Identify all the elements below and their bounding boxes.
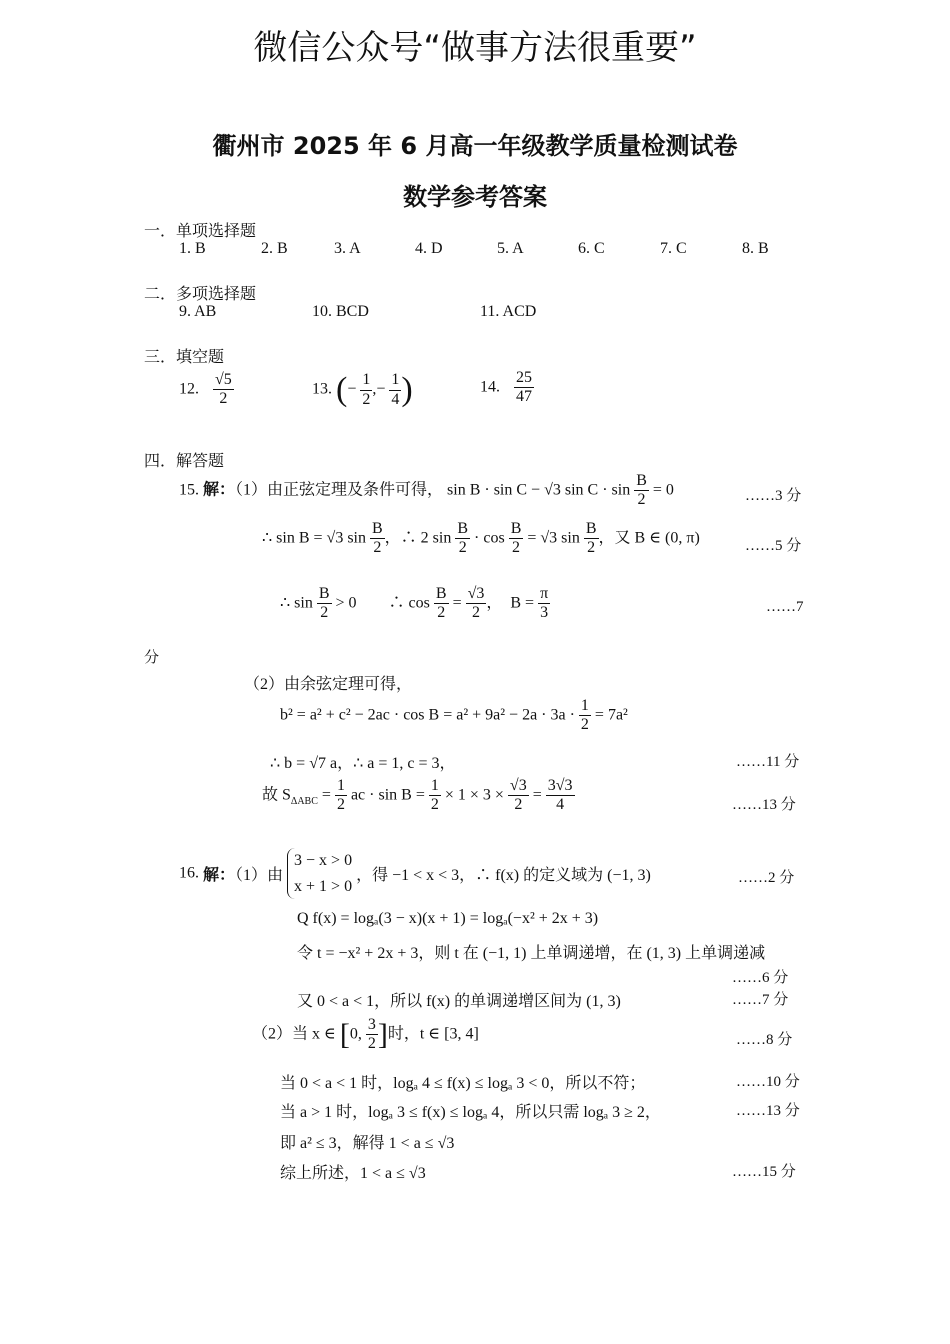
q15-line-5: ∴ b = √7 a，∴ a = 1, c = 3， xyxy=(270,755,456,772)
fill-answer-13 xyxy=(312,371,413,409)
fraction xyxy=(584,520,599,558)
fraction xyxy=(335,777,347,815)
fill-answer-12 xyxy=(179,371,234,409)
fraction-denominator: 2 xyxy=(458,539,467,557)
fraction-numerator: 25 xyxy=(514,369,534,388)
equation: = 7a² xyxy=(594,706,628,724)
paren-open: ( xyxy=(336,371,348,408)
fraction-denominator: 4 xyxy=(391,390,400,408)
q16-line-2: Q f(x) = logₐ(3 − x)(x + 1) = logₐ(−x² + 2x + 3) xyxy=(297,910,599,927)
solution-text: （1）由 xyxy=(235,867,284,885)
equation: b² = a² + c² − 2ac · cos B = a² + 9a² − 2a · 3a · xyxy=(280,706,575,724)
solution-text: 时，t ∈ [3, 4] xyxy=(387,1025,479,1043)
fraction xyxy=(466,585,487,623)
fraction-numerator: B xyxy=(509,520,524,539)
q15-line-4 xyxy=(280,697,628,735)
bracket-close: ] xyxy=(377,1017,388,1051)
separator: ,− xyxy=(372,380,386,398)
q16-line-7: 当 a > 1 时，logₐ 3 ≤ f(x) ≤ logₐ 4，所以只需 logₐ 3 ≥ 2， xyxy=(280,1104,661,1121)
section-heading-multi-choice: 二．多项选择题 xyxy=(144,284,257,303)
answer-item: 6. C xyxy=(578,240,605,257)
fraction-denominator: 2 xyxy=(320,604,329,622)
fraction-denominator: 2 xyxy=(430,796,439,814)
q15-line-3 xyxy=(280,585,550,623)
answer-item: 3. A xyxy=(334,240,361,257)
score-mark: ……7 分 xyxy=(732,992,789,1008)
equation: ac · sin B = xyxy=(350,786,425,804)
fraction-denominator: 2 xyxy=(367,1035,376,1053)
fraction xyxy=(514,369,534,407)
answer-item: 1. B xyxy=(179,240,206,257)
equation: ，又 B ∈ (0, π) xyxy=(598,529,700,547)
fraction-denominator: 2 xyxy=(580,716,589,734)
fraction-numerator: B xyxy=(634,472,649,491)
fraction-numerator: B xyxy=(434,585,449,604)
fraction xyxy=(434,585,449,623)
fraction xyxy=(579,697,591,735)
fraction-denominator: 2 xyxy=(512,539,521,557)
solution-text: （1）由正弦定理及条件可得， xyxy=(235,481,444,499)
equation: = √3 sin xyxy=(527,529,580,547)
answer-item: 9. AB xyxy=(179,303,217,320)
minus-sign: − xyxy=(347,380,357,398)
fraction-numerator: 1 xyxy=(579,697,591,716)
score-mark: ……2 分 xyxy=(738,870,795,886)
equation: ，∴ 2 sin xyxy=(384,529,452,547)
page-subtitle: 数学参考答案 xyxy=(403,183,547,211)
answer-item: 5. A xyxy=(497,240,524,257)
fraction-numerator: 1 xyxy=(389,371,401,390)
question-number: 12. xyxy=(179,380,199,398)
fraction-numerator: 1 xyxy=(360,371,372,390)
fraction xyxy=(538,585,550,623)
score-mark: ……6 分 xyxy=(732,970,789,986)
fraction-numerator: √3 xyxy=(508,777,529,796)
fraction xyxy=(634,472,649,510)
fraction-denominator: 47 xyxy=(516,388,532,406)
score-mark: ……3 分 xyxy=(745,488,802,504)
fraction-denominator: 2 xyxy=(336,796,345,814)
section-heading-single-choice: 一．单项选择题 xyxy=(144,221,257,240)
fraction-denominator: 2 xyxy=(514,796,523,814)
answer-item: 7. C xyxy=(660,240,687,257)
fraction xyxy=(455,520,470,558)
fraction xyxy=(366,1016,378,1054)
equation: > 0 ∴ cos xyxy=(335,594,430,612)
solution-marker: 解： xyxy=(203,481,236,499)
score-mark: ……7 xyxy=(766,599,804,615)
fraction-denominator: 4 xyxy=(556,796,565,814)
section-heading-solutions: 四．解答题 xyxy=(144,451,225,470)
answer-item: 8. B xyxy=(742,240,769,257)
fraction-denominator: 2 xyxy=(587,539,596,557)
inequality: 3 − x > 0 xyxy=(294,852,353,869)
fraction xyxy=(213,371,234,409)
q16-line-4: 又 0 < a < 1，所以 f(x) 的单调递增区间为 (1, 3) xyxy=(297,993,621,1010)
fill-answer-14 xyxy=(480,369,534,407)
answer-item: 10. BCD xyxy=(312,303,369,320)
fraction xyxy=(360,371,372,409)
score-mark: ……10 分 xyxy=(736,1074,800,1090)
q16-line-1 xyxy=(179,848,651,899)
fraction-numerator: 1 xyxy=(429,777,441,796)
equation: · cos xyxy=(474,529,505,547)
fraction-denominator: 2 xyxy=(373,539,382,557)
question-number: 13. xyxy=(312,380,332,398)
score-mark: ……11 分 xyxy=(736,754,800,770)
solution-marker: 解： xyxy=(203,867,236,885)
fraction-numerator: π xyxy=(538,585,550,604)
q16-line-5 xyxy=(252,1016,479,1054)
score-mark: ……13 分 xyxy=(732,797,796,813)
q16-line-8: 即 a² ≤ 3，解得 1 < a ≤ √3 xyxy=(280,1135,455,1152)
question-number: 16. xyxy=(179,864,199,882)
fraction-numerator: √3 xyxy=(466,585,487,604)
fraction-numerator: 3 xyxy=(366,1016,378,1035)
q15-line-6 xyxy=(262,777,575,815)
q16-line-9: 综上所述，1 < a ≤ √3 xyxy=(280,1165,426,1182)
q15-line-2 xyxy=(262,520,700,558)
score-mark-wrap: 分 xyxy=(144,650,160,666)
fraction-numerator: 3√3 xyxy=(546,777,575,796)
fraction-denominator: 2 xyxy=(637,491,646,509)
fraction xyxy=(389,371,401,409)
fraction-numerator: B xyxy=(584,520,599,539)
q15-line-1 xyxy=(179,472,674,510)
score-mark: ……8 分 xyxy=(736,1032,793,1048)
fraction xyxy=(509,520,524,558)
score-mark: ……15 分 xyxy=(732,1164,796,1180)
equation: ∴ sin B = √3 sin xyxy=(262,529,366,547)
fraction-denominator: 2 xyxy=(437,604,446,622)
equation: = xyxy=(321,786,331,804)
equation: sin B · sin C − √3 sin C · sin xyxy=(447,481,631,499)
fraction-denominator: 2 xyxy=(471,604,480,622)
answer-item: 4. D xyxy=(415,240,443,257)
equation: = xyxy=(452,594,462,612)
question-number: 14. xyxy=(480,378,500,396)
fraction-numerator: B xyxy=(370,520,385,539)
fraction xyxy=(429,777,441,815)
fraction-denominator: 3 xyxy=(540,604,549,622)
solution-text: （2）当 x ∈ xyxy=(252,1025,336,1043)
fraction-numerator: 1 xyxy=(335,777,347,796)
equation: ∴ sin xyxy=(280,594,313,612)
fraction-numerator: B xyxy=(317,585,332,604)
bracket-open: [ xyxy=(339,1017,350,1051)
fraction-numerator: B xyxy=(455,520,470,539)
score-mark: ……5 分 xyxy=(745,538,802,554)
answer-item: 2. B xyxy=(261,240,288,257)
q15-part2-intro: （2）由余弦定理可得， xyxy=(244,676,413,693)
q16-line-3: 令 t = −x² + 2x + 3，则 t 在 (−1, 1) 上单调递增，在 (1, 3) 上单调递减 xyxy=(297,945,766,962)
subscript: ΔABC xyxy=(290,795,318,807)
system-of-inequalities xyxy=(287,848,352,899)
equation: = 0 xyxy=(652,481,674,499)
answer-item: 11. ACD xyxy=(480,303,537,320)
fraction-numerator: √5 xyxy=(213,371,234,390)
page-header-watermark: 微信公众号“做事方法很重要” xyxy=(253,28,697,68)
fraction-denominator: 2 xyxy=(362,390,371,408)
score-mark: ……13 分 xyxy=(736,1103,800,1119)
page-title: 衢州市 2025 年 6 月高一年级教学质量检测试卷 xyxy=(212,132,738,160)
equation: × 1 × 3 × xyxy=(444,786,504,804)
solution-text: ，得 −1 < x < 3，∴ f(x) 的定义域为 (−1, 3) xyxy=(356,867,651,885)
fraction xyxy=(317,585,332,623)
section-heading-fill-in: 三．填空题 xyxy=(144,347,225,366)
q16-line-6: 当 0 < a < 1 时，logₐ 4 ≤ f(x) ≤ logₐ 3 < 0，所以不符； xyxy=(280,1075,646,1092)
interval: 0, xyxy=(349,1025,362,1043)
equation: ， B = xyxy=(486,594,535,612)
inequality: x + 1 > 0 xyxy=(294,877,353,895)
fraction xyxy=(508,777,529,815)
equation: 故 S xyxy=(262,786,291,804)
fraction xyxy=(546,777,575,815)
fraction xyxy=(370,520,385,558)
paren-close: ) xyxy=(401,371,413,408)
equation: = xyxy=(532,786,542,804)
fraction-denominator: 2 xyxy=(219,390,228,408)
question-number: 15. xyxy=(179,481,199,499)
